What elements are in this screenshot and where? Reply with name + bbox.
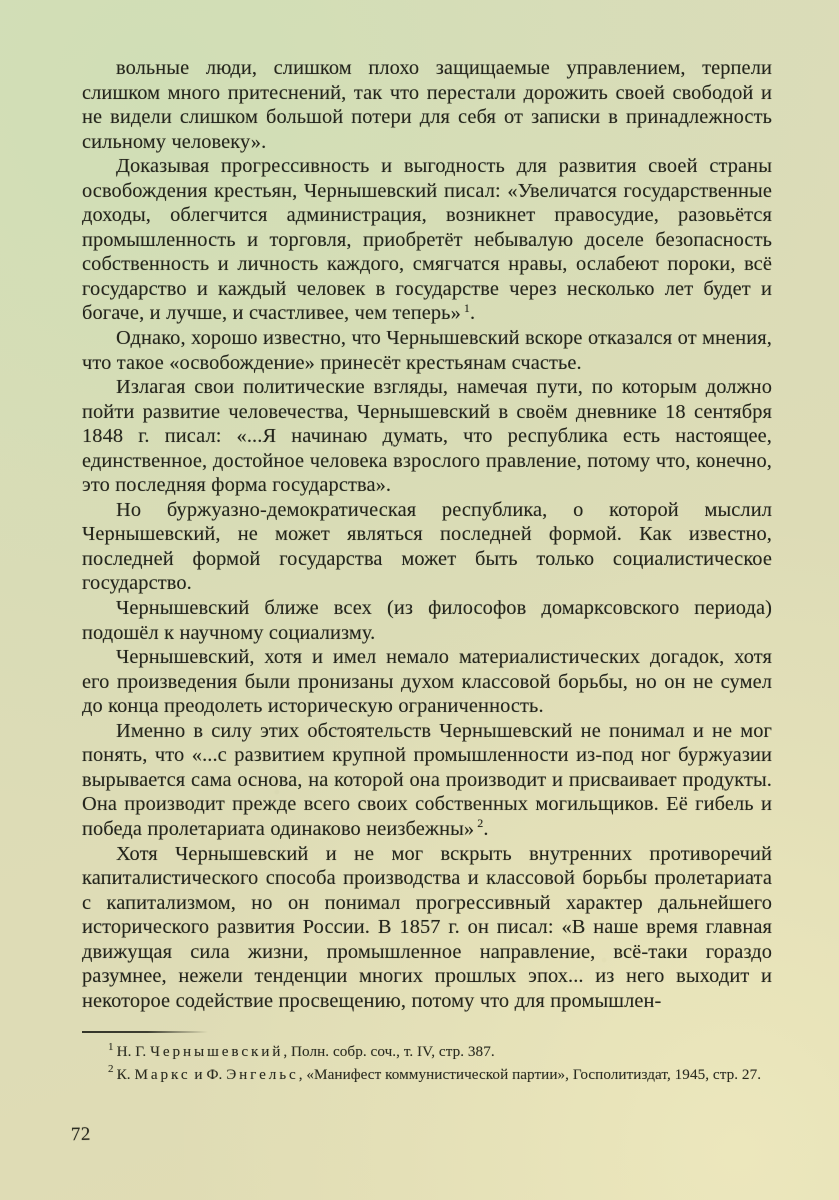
paragraph: Именно в силу этих обстоятельств Чернышевский не понимал и не мог понять, что «...с развитием крупной промышленности из-под ног буржуазии вырывается сама основа, на которой она производит и присваивает продукты. Она производит прежде всего своих собственных могильщиков. Её гибель и победа пролетариата одинаково неизбежны» $^2$.	[82, 719, 772, 840]
footnote-reference-text: , Полн. собр. соч., т. IV, стр. 387.	[283, 1043, 495, 1060]
body-text-column	[82, 56, 772, 1013]
footnote-item	[82, 1064, 774, 1086]
paragraph: Излагая свои политические взгляды, намечая пути, по которым должно пойти развитие человечества, Чернышевский в своём дневнике 18 сентября 1848 г. писал: «...Я начинаю думать, что республика есть настоящее, единственное, достойное человека взрослого правление, потому что, конечно, это последняя форма государства».	[82, 376, 772, 497]
paragraph: Чернышевский ближе всех (из философов домарксовского периода) подошёл к научному социализму.	[82, 597, 772, 644]
footnote-reference-text: , «Манифест коммунистической партии», Госполитиздат, 1945, стр. 27.	[298, 1065, 762, 1083]
footnote-author-initials: Н. Г.	[116, 1043, 147, 1060]
footnote-marker: 1	[108, 1040, 114, 1053]
footnote-author2-surname: Энгельс	[226, 1065, 299, 1083]
footnote-author2-initials: Ф.	[206, 1065, 223, 1083]
page-number: 72	[70, 1123, 92, 1146]
footnote-item	[82, 1041, 774, 1063]
footnote-separator-rule	[82, 1031, 208, 1033]
footnotes-section	[82, 1041, 774, 1086]
footnote-conjunction: и	[194, 1065, 203, 1083]
paragraph: Хотя Чернышевский и не мог вскрыть внутренних противоречий капиталистического способа производства и классовой борьбы пролетариата с капитализмом, но он понимал прогрессивный характер дальнейшего исторического развития России. В 1857 г. он писал: «В наше время главная движущая сила жизни, промышленное направление, всё-таки гораздо разумнее, нежели тенденции многих прошлых эпох... из него выходит и некоторое содействие просвещению, потому что для промышлен-	[82, 842, 772, 1012]
footnote-author-surname: Чернышевский	[150, 1043, 284, 1060]
paragraph: вольные люди, слишком плохо защищаемые управлением, терпели слишком много притеснений, так что перестали дорожить своей свободой и не видели слишком большой потери для себя от записки в принадлежность сильному человеку».	[82, 57, 772, 153]
paragraph: Доказывая прогрессивность и выгодность для развития своей страны освобождения крестьян, Чернышевский писал: «Увеличатся государственные доходы, облегчится администрация, возникнет правосудие, разовьётся промышленность и торговля, приобретёт небывалую доселе безопасность собственность и личность каждого, смягчатся нравы, ослабеют пороки, всё государство и каждый человек в государстве через несколько лет будет и богаче, и лучше, и счастливее, чем теперь» $^1$.	[82, 155, 772, 325]
footnote-reference-2: 2	[477, 816, 484, 831]
paragraph-text: Именно в силу этих обстоятельств Чернышевский не понимал и не мог понять, что «...с развитием крупной промышленности из-под ног буржуазии вырывается сама основа, на которой она производит и присваивает продукты. Она производит прежде всего своих собственных могильщиков. Её гибель и победа пролетариата одинаково неизбежны»	[82, 719, 772, 840]
footnote-marker: 2	[108, 1063, 114, 1076]
paragraph: Но буржуазно-демократическая республика, о которой мыслил Чернышевский, не может являться последней формой. Как известно, последней формой государства может быть только социалистическое государство.	[82, 498, 772, 595]
footnote-author-initials: К.	[116, 1065, 131, 1083]
paragraph-text: Доказывая прогрессивность и выгодность для развития своей страны освобождения крестьян, Чернышевский писал: «Увеличатся государственные доходы, облегчится администрация, возникнет правосудие, разовьётся промышленность и торговля, приобретёт небывалую доселе безопасность собственность и личность каждого, смягчатся нравы, ослабеют пороки, всё государство и каждый человек в государстве через несколько лет будет и богаче, и лучше, и счастливее, чем теперь»	[82, 155, 772, 325]
paragraph: Однако, хорошо известно, что Чернышевский вскоре отказался от мнения, что такое «освобождение» принесёт крестьянам счастье.	[82, 327, 772, 374]
footnote-author-surname: Маркс	[134, 1065, 191, 1083]
paragraph: Чернышевский, хотя и имел немало материалистических догадок, хотя его произведения были пронизаны духом классовой борьбы, но он не сумел до конца преодолеть историческую ограниченность.	[82, 646, 772, 718]
footnote-reference-1: 1	[463, 300, 470, 315]
